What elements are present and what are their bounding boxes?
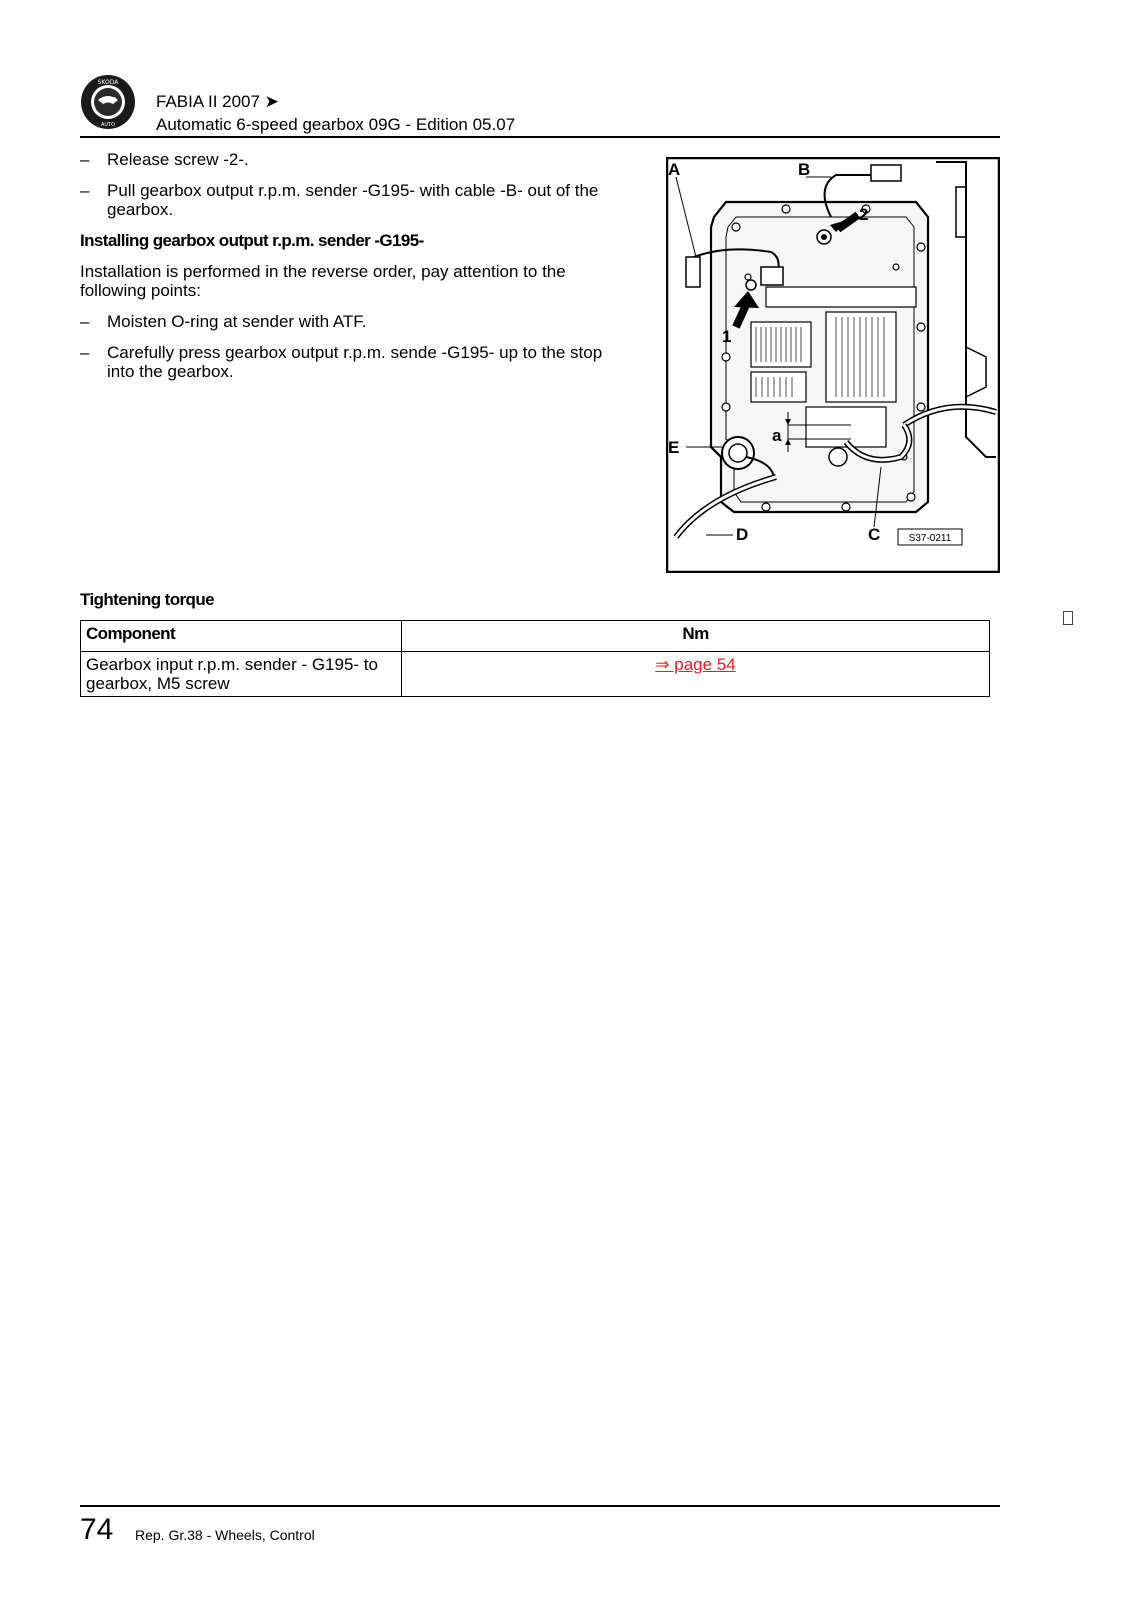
step-text: Release screw -2-. (107, 150, 249, 169)
figure-label-b: B (798, 160, 811, 179)
page-footer (80, 1505, 1000, 1557)
footer-chapter: Rep. Gr.38 - Wheels, Control (135, 1527, 315, 1543)
page-number: 74 (80, 1513, 114, 1546)
step-item: – Pull gearbox output r.p.m. sender -G195- with cable -B- out of the gearbox. (80, 181, 599, 219)
table-row (81, 652, 990, 697)
install-heading: Installing gearbox output r.p.m. sender -G195- (80, 231, 424, 250)
component-cell: Gearbox input r.p.m. sender - G195- to gearbox, M5 screw (81, 652, 402, 697)
figure-label-2: 2 (859, 205, 869, 224)
page-header (80, 70, 1000, 138)
step-item: – Moisten O-ring at sender with ATF. (80, 312, 367, 331)
step-text: Pull gearbox output r.p.m. sender -G195- with cable -B- out of the gearbox. (107, 181, 599, 219)
step-text: Moisten O-ring at sender with ATF. (107, 312, 367, 331)
column-header-component: Component (81, 621, 402, 652)
torque-heading: Tightening torque (80, 590, 214, 609)
figure-label-1: 1 (722, 327, 732, 346)
step-item: – Carefully press gearbox output r.p.m. sende -G195- up to the stop into the gearbox. (80, 343, 603, 381)
document-subtitle: Automatic 6-speed gearbox 09G - Edition 05.07 (156, 115, 516, 134)
figure-label-e: E (668, 438, 680, 457)
figure-label-a-lower: a (772, 426, 782, 445)
document-title: FABIA II 2007 ➤ (156, 92, 279, 111)
figure-label-d: D (736, 525, 749, 544)
column-header-nm: Nm (402, 621, 990, 652)
step-item: – Release screw -2-. (80, 150, 249, 169)
figure-label-c: C (868, 525, 881, 544)
placeholder-glyph-icon (1063, 611, 1073, 625)
instruction-text (80, 150, 630, 393)
figure-label-a-upper: A (668, 160, 681, 179)
install-paragraph: Installation is performed in the reverse order, pay attention to the following points: (80, 262, 566, 300)
svg-text:AUTO: AUTO (100, 122, 116, 128)
step-text: Carefully press gearbox output r.p.m. sende -G195- up to the stop into the gearbox. (107, 343, 603, 381)
skoda-logo (80, 74, 136, 130)
page-link[interactable]: ⇒ page 54 (655, 655, 736, 674)
table-header-row (81, 621, 990, 652)
torque-table (80, 620, 990, 697)
figure-reference: S37-0211 (908, 533, 952, 544)
gearbox-illustration (666, 157, 1000, 573)
svg-text:SKODA: SKODA (97, 79, 119, 86)
nm-cell (402, 652, 990, 697)
